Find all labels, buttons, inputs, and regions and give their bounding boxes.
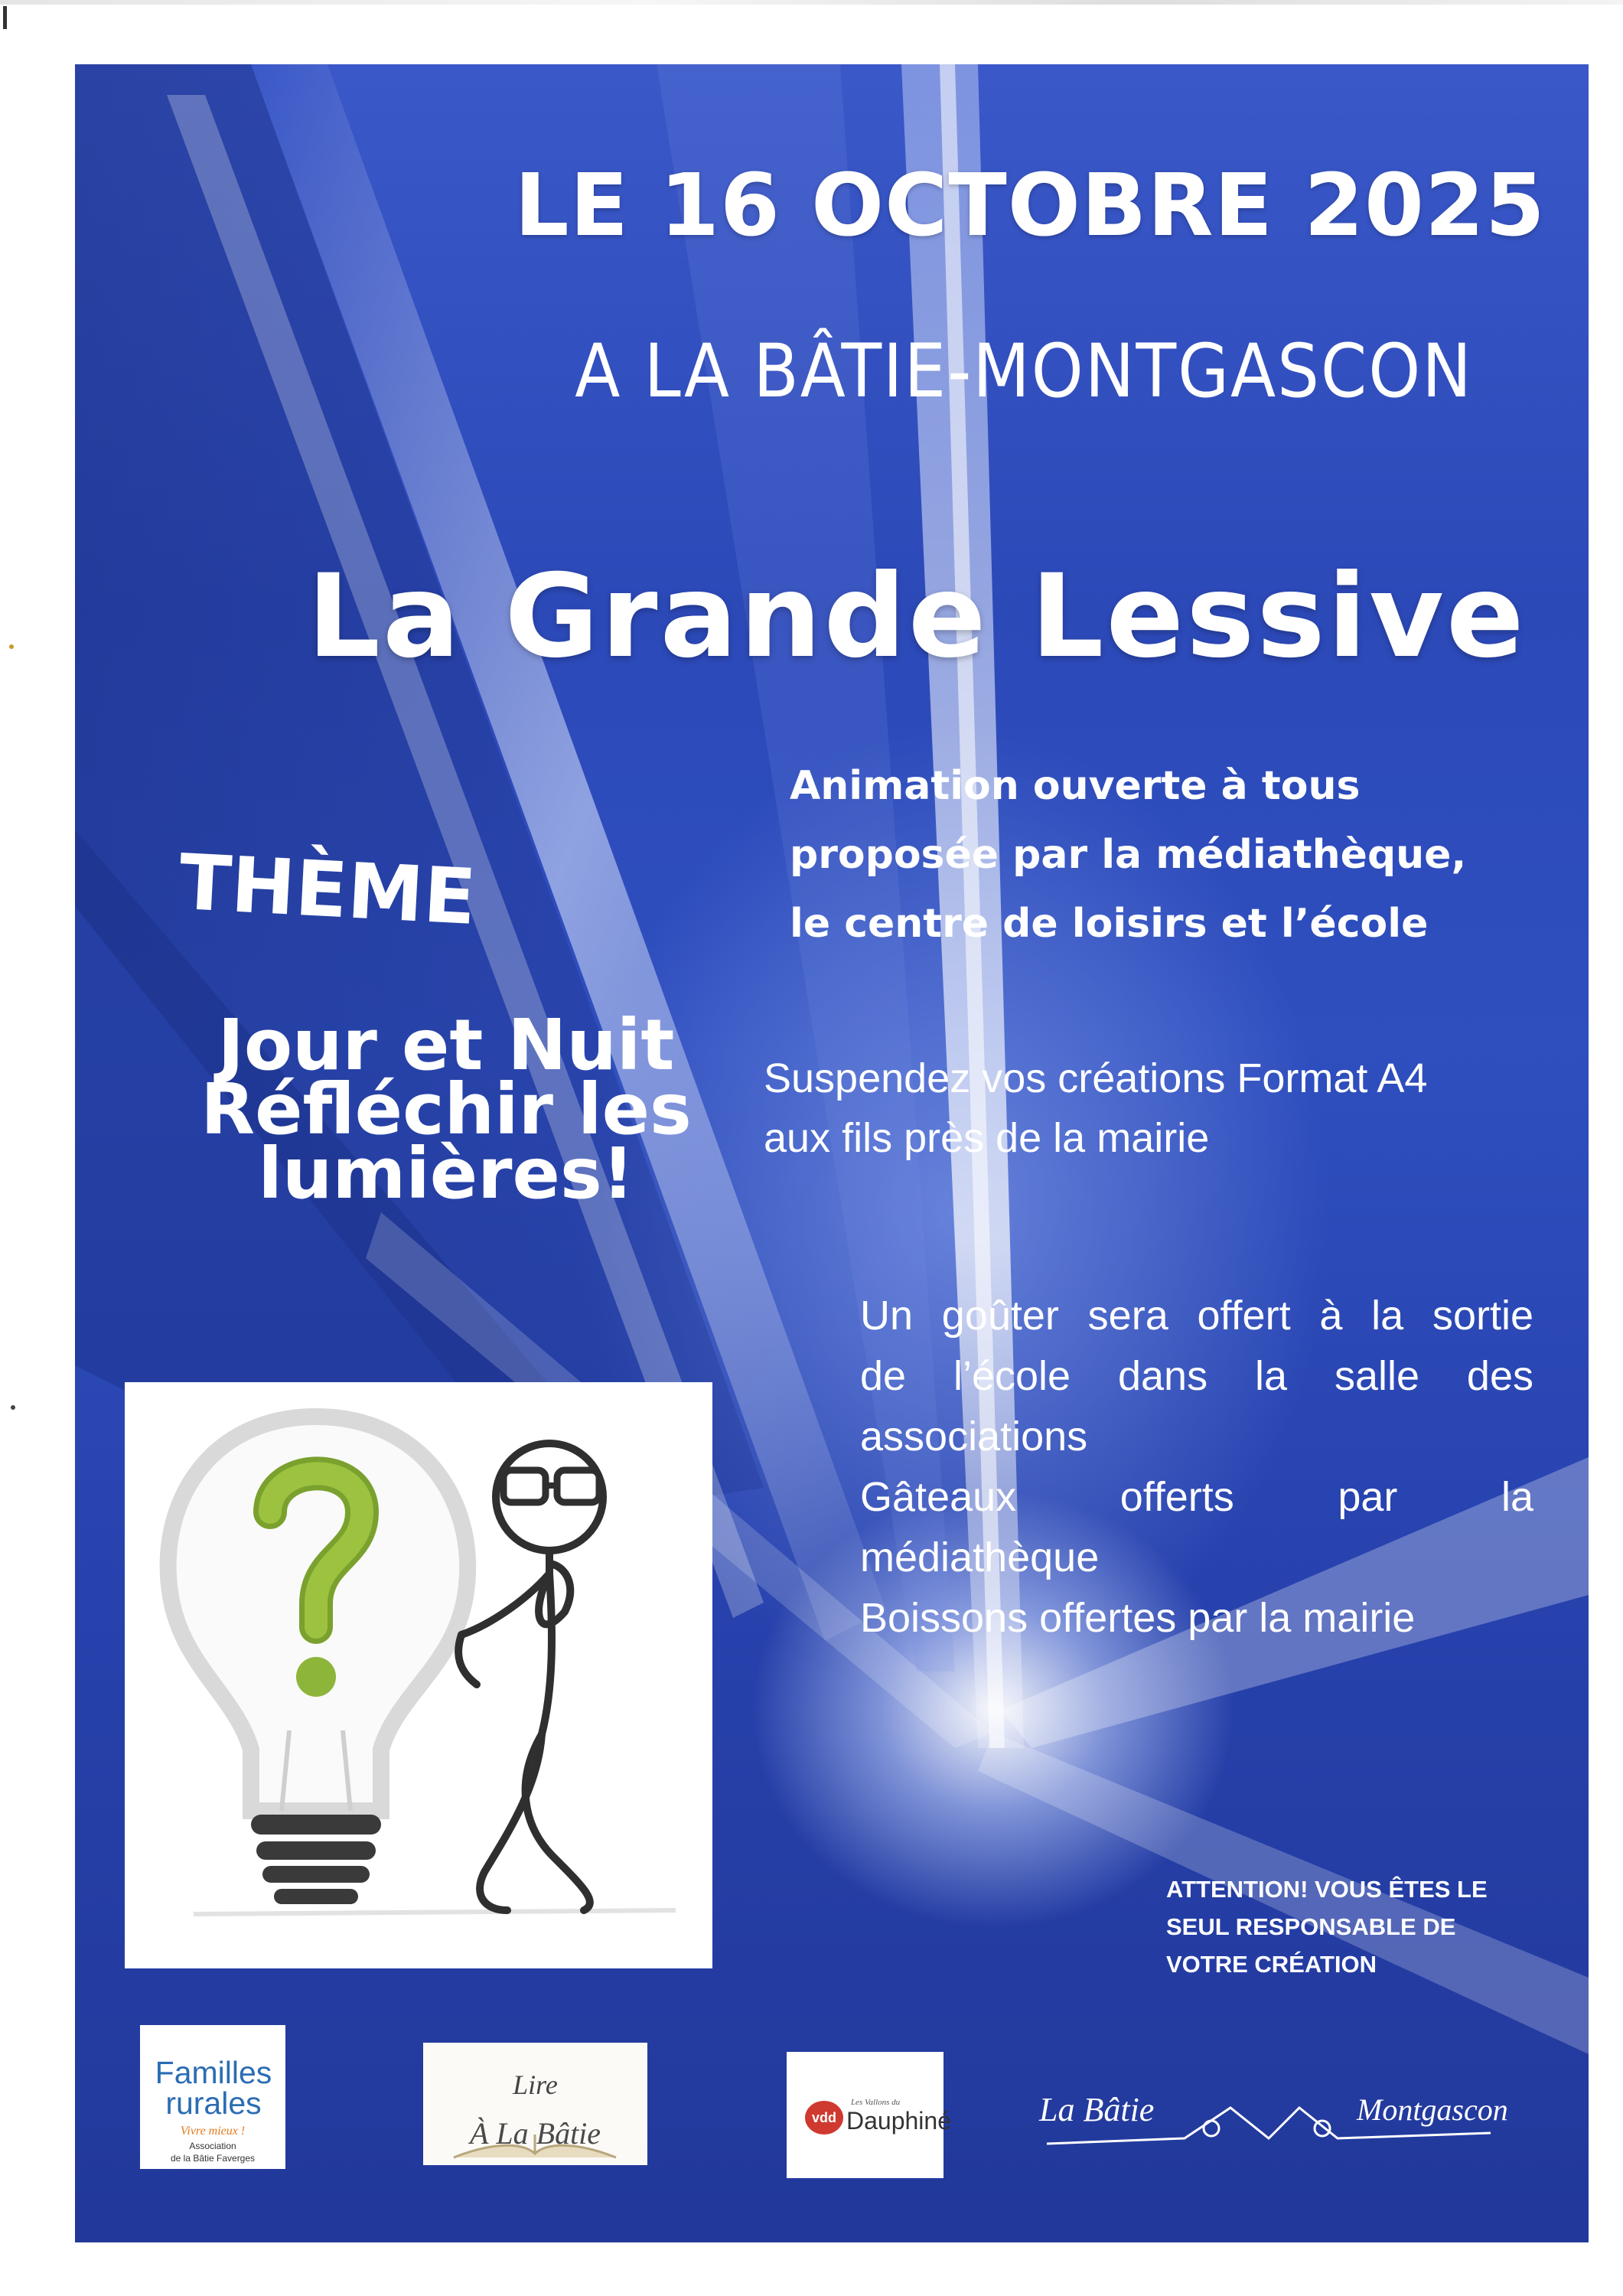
snack-line: médiathèque [860,1534,1100,1580]
hanging-instructions [764,1049,1567,1168]
theme-line: Jour et Nuit [217,1004,675,1086]
instruction-line: Suspendez vos créations Format A4 [764,1055,1428,1101]
thinking-lightbulb-illustration [125,1382,712,1968]
theme-text [129,1004,764,1215]
theme-label: THÈME [177,837,478,943]
familles-rurales-word: rurales [165,2086,262,2121]
lire-a-la-batie-logo [423,2043,647,2165]
familles-rurales-association [140,2140,285,2164]
vallons-du-dauphine-logo [787,2052,951,2178]
familles-rurales-word: Familles [155,2055,272,2090]
familles-rurales-logo [140,2025,285,2169]
event-date-heading: LE 16 OCTOBRE 2025 [514,156,1546,256]
theme-line: lumières! [258,1133,634,1215]
attention-line: VOTRE CRÉATION [1166,1951,1377,1978]
batie-logo-left-word: La Bâtie [1039,2091,1155,2128]
event-title: La Grande Lessive [307,550,1527,683]
illustration-drawing [125,1382,712,1968]
association-line: de la Bâtie Faverges [170,2153,256,2164]
snack-line: de l’école dans la salle des [860,1353,1533,1399]
snack-line: Gâteaux offerts par la [860,1474,1533,1520]
intro-paragraph [790,752,1555,958]
scan-edge-left-mark [3,6,7,29]
batie-logo-right-word: Montgascon [1357,2092,1508,2127]
scan-edge-top [0,0,1623,5]
vdd-small-text: Les Vallons du [851,2098,901,2107]
snack-line: associations [860,1414,1088,1459]
event-poster [75,64,1589,2242]
intro-line: Animation ouverte à tous [790,763,1361,809]
lire-logo-place: À La Bâtie [469,2116,601,2151]
association-line: Association [189,2141,236,2151]
lire-logo-word: Lire [513,2069,558,2100]
scan-speck [9,644,14,649]
intro-line: proposée par la médiathèque, [790,832,1467,878]
intro-line: le centre de loisirs et l’école [790,901,1429,947]
snack-line: Boissons offertes par la mairie [860,1595,1416,1641]
familles-rurales-slogan: Vivre mieux ! [180,2125,246,2138]
attention-line: SEUL RESPONSABLE DE [1166,1913,1456,1940]
attention-line: ATTENTION! VOUS ÊTES LE [1166,1876,1488,1903]
la-batie-montgascon-logo [1039,2073,1508,2165]
thinking-stick-figure-icon [458,1443,603,1910]
theme-line: Réfléchir les [200,1068,692,1150]
instruction-line: aux fils près de la mairie [764,1115,1210,1161]
attention-notice [1166,1870,1589,1983]
event-location-heading: A LA BÂTIE-MONTGASCON [575,328,1473,414]
snack-paragraph [860,1286,1533,1649]
scan-speck [11,1405,15,1410]
snack-line: Un goûter sera offert à la sortie [860,1293,1533,1339]
vdd-badge-icon: vdd [805,2101,843,2135]
vdd-name: Dauphiné [846,2107,951,2135]
